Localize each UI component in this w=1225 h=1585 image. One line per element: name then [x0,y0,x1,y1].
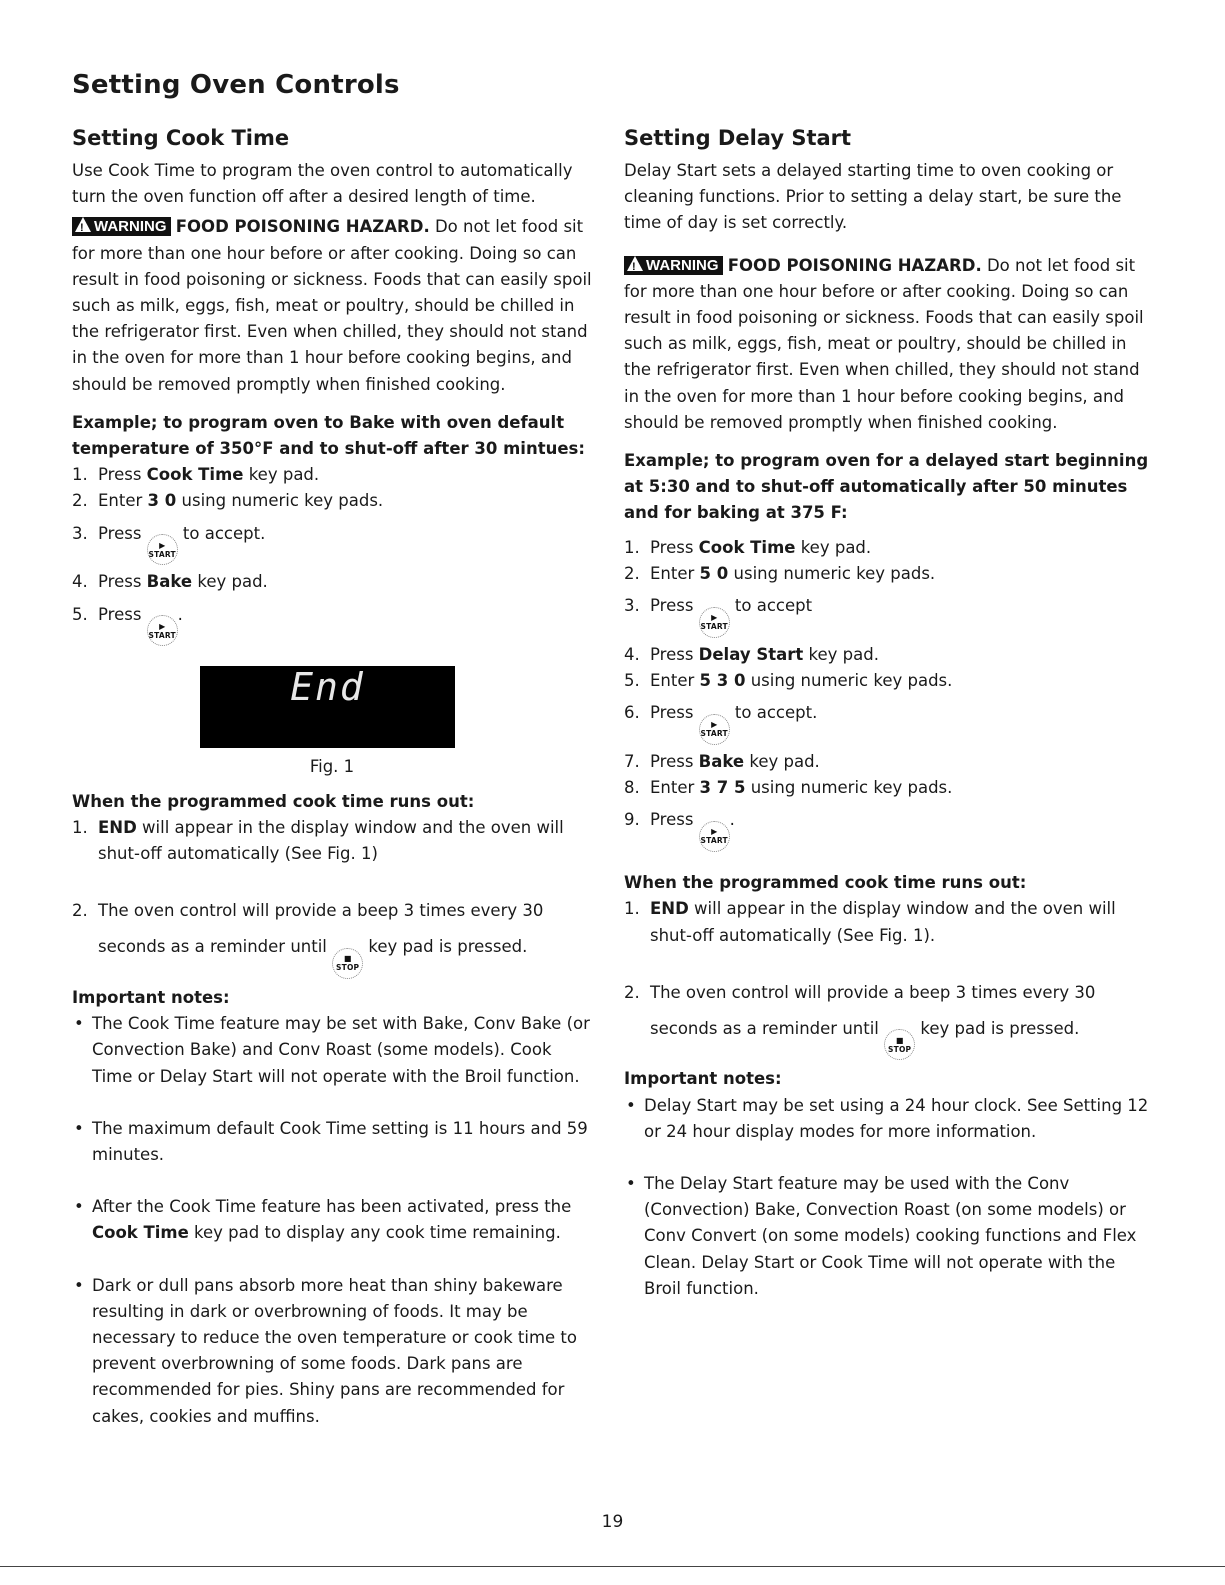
display-word: END [650,899,689,919]
key-name: Cook Time [146,465,244,485]
step-text: . [177,604,183,624]
list-item: 9. Press ▶ START . [624,801,1149,856]
stop-key-icon: ■ STOP [332,948,363,979]
figure-caption: Fig. 1 [309,757,355,777]
notes-list [72,1011,592,1430]
stop-key-icon: ■ STOP [884,1029,915,1060]
example-heading: Example; to program oven for a delayed start beginning at 5:30 and to shut-off automatically after 50 minutes and for baking at 375 F: [624,451,1149,523]
warning-badge [624,256,723,275]
step-text: The oven control will provide a beep 3 times every 30 seconds as a reminder until [98,901,544,957]
hazard-text: Do not let food sit for more than one hour before or after cooking. Doing so can result in food poisoning or sickness. Foods that can easily spoil such as milk, eggs, fish, meat or poultry, should be chilled in the refrigerator first. Even when chilled, they should not stand in the oven for more than 1 hour before cooking begins, and should be removed promptly when finished cooking. [624,255,1144,432]
intro-text: Use Cook Time to program the oven control to automatically turn the oven function off after a desired length of time. [72,161,573,207]
steps-list [72,462,592,650]
step-text: key pad. [243,465,320,485]
list-item [624,975,1149,1061]
section-heading: Setting Cook Time [72,126,290,150]
step-number: 2. [624,982,640,1002]
step-text: to accept. [177,523,266,543]
runs-out-list [72,815,592,979]
runs-out-heading: When the programmed cook time runs out: [72,791,475,811]
step-text: key pad is pressed. [915,1018,1080,1038]
step-number: 5. [72,604,88,624]
step-text: Press [98,572,147,592]
key-name: Cook Time [698,537,796,557]
step-text: key pad is pressed. [363,937,528,957]
step-number: 2. [72,901,88,921]
list-item: 4. Press Delay Start key pad. [624,642,1149,668]
list-item: • Delay Start may be set using a 24 hour clock. See Setting 12 or 24 hour display modes for more information. [624,1093,1149,1145]
cook-time-section [72,124,592,1456]
page-number: 19 [601,1512,624,1532]
list-item: • After the Cook Time feature has been activated, press the Cook Time key pad to display any cook time remaining. [72,1194,592,1246]
intro-text: Delay Start sets a delayed starting time to oven cooking or cleaning functions. Prior to setting a delay start, be sure the time of day is set correctly. [624,161,1122,233]
step-number: 9. [624,810,640,830]
list-item: • The Delay Start feature may be used with the Conv (Convection) Bake, Convection Roast (on some models) or Conv Convert (on some models) cooking functions and Flex Clean. Delay Start or Cook Time will not operate with the Broil function. [624,1171,1149,1302]
step-number: 1. [72,817,88,837]
warning-paragraph [72,214,592,397]
start-key-icon: ▶ START [699,714,730,745]
warning-label: WARNING [646,256,719,274]
step-number: 6. [624,703,640,723]
key-name: Bake [698,751,745,771]
step-text: using numeric key pads. [176,491,384,511]
delay-start-section [624,124,1149,1328]
list-item [72,596,592,651]
notes-heading: Important notes: [72,987,230,1007]
step-text: will appear in the display window and the oven will shut-off automatically (See Fig. 1) [98,817,564,863]
start-key-icon: ▶ START [699,821,730,852]
step-number: 8. [624,778,640,798]
step-text: Press [98,604,147,624]
display-readout: End [290,665,365,710]
list-item: 6. Press ▶ START to accept. [624,694,1149,749]
warning-badge [72,217,171,236]
list-item [72,462,592,488]
step-number: 4. [624,644,640,664]
list-item: 8. Enter 3 7 5 using numeric key pads. [624,775,1149,801]
hazard-text: Do not let food sit for more than one hour before or after cooking. Doing so can result in food poisoning or sickness. Foods that can easily spoil such as milk, eggs, fish, meat or poultry, should be chilled in the refrigerator first. Even when chilled, they should not stand in the oven for more than 1 hour before cooking begins, and should be removed promptly when finished cooking. [72,217,592,394]
step-text: will appear in the display window and the oven will shut-off automatically (See Fig. 1). [650,899,1116,945]
list-item [72,569,592,595]
list-item: • The Cook Time feature may be set with Bake, Conv Bake (or Convection Bake) and Conv Roast (some models). Cook Time or Delay Start will not operate with the Broil function. [72,1011,592,1090]
key-name: Delay Start [698,644,804,664]
warning-icon [75,217,91,232]
step-number: 2. [72,491,88,511]
list-item [72,488,592,514]
step-text: The oven control will provide a beep 3 times every 30 seconds as a reminder until [650,982,1096,1038]
step-number: 1. [624,899,640,919]
list-item [72,893,592,979]
start-key-icon: ▶ START [147,534,178,565]
list-item: 5. Enter 5 3 0 using numeric key pads. [624,668,1149,694]
warning-paragraph [624,253,1149,436]
step-number: 5. [624,671,640,690]
oven-display-figure [200,666,455,748]
page-bottom-rule [0,1566,1225,1567]
list-item [72,515,592,570]
key-entry: 3 7 5 [699,778,746,798]
key-name: Bake [146,572,193,592]
section-heading: Setting Delay Start [624,126,852,150]
step-text: key pad. [192,572,268,592]
key-entry: 3 0 [147,491,177,511]
list-item: 7. Press Bake key pad. [624,749,1149,775]
start-key-icon: ▶ START [699,607,730,638]
list-item: 3. Press ▶ START to accept [624,587,1149,642]
warning-icon [627,256,643,271]
step-number: 4. [72,572,88,592]
step-number: 1. [72,465,88,485]
step-number: 7. [624,751,640,771]
hazard-title: FOOD POISONING HAZARD. [727,255,982,275]
list-item: • The maximum default Cook Time setting is 11 hours and 59 minutes. [72,1116,592,1168]
key-entry: 5 3 0 [699,671,746,690]
warning-label: WARNING [94,218,167,236]
hazard-title: FOOD POISONING HAZARD. [175,217,430,237]
list-item [72,815,592,867]
step-number: 1. [624,537,640,557]
list-item: 1. Press Cook Time key pad. [624,535,1149,561]
start-key-icon: ▶ START [147,615,178,646]
runs-out-heading: When the programmed cook time runs out: [624,873,1027,893]
runs-out-list [624,896,1149,1060]
step-text: Enter [98,491,148,511]
notes-list [624,1093,1149,1302]
steps-list [624,535,1149,856]
list-item [624,896,1149,948]
notes-heading: Important notes: [624,1069,782,1089]
page-title: Setting Oven Controls [72,70,400,100]
example-heading: Example; to program oven to Bake with oven default temperature of 350°F and to shut-off after 30 mintues: [72,412,585,459]
step-number: 2. [624,563,640,583]
key-entry: 5 0 [699,563,729,583]
list-item: • Dark or dull pans absorb more heat than shiny bakeware resulting in dark or overbrowning of foods. It may be necessary to reduce the oven temperature or cook time to prevent overbrowning of some foods. Dark pans are recommended for pies. Shiny pans are recommended for cakes, cookies and muffins. [72,1273,592,1430]
step-text: Press [98,523,147,543]
list-item: 2. Enter 5 0 using numeric key pads. [624,561,1149,587]
step-number: 3. [72,523,88,543]
display-word: END [98,817,137,837]
step-text: Press [98,465,147,485]
step-number: 3. [624,596,640,616]
